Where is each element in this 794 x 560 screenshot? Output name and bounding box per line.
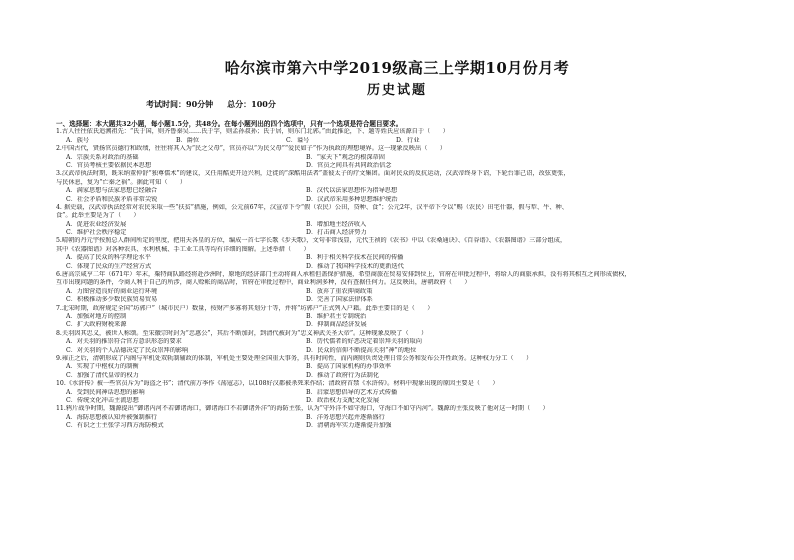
question-stem: 8.关羽因其忠义，被世人称颂。至宋徽宗时封为“忠惠公”，其后不断加封，到清代被封为“忠义神武关圣大帝”。这种现象反映了（ ） [56,329,428,337]
answer-option: D．民众的信仰不断提高关羽“神”的地位 [306,346,417,354]
option-row [56,296,746,304]
answer-option: B．提高了国家机构的办事效率 [306,363,391,371]
question-stem: 2.中国古代，贤扬官员德行和政绩，往往将其入为“民之父母”，官员亦以“为民父母”“爱民如子”作为执政的理想境界。这一现象反映出（ ） [56,145,446,153]
option-row [56,288,746,296]
answer-option: A．宗族关系对政治的基础 [66,153,139,161]
question-item [56,170,746,204]
answer-option: A．力图营造良好的商业运行环境 [66,287,158,295]
answer-option: D．行业 [396,136,420,144]
exam-time: 考试时间：90分钟 [146,99,214,109]
option-row [56,363,746,371]
answer-option: D．汉武帝采用多种思想维护统治 [306,195,398,203]
answer-option: D．完善了国家法律体系 [306,296,373,304]
answer-option: D．政治权力支配文化发展 [306,396,380,404]
question-stem: 10.《水浒传》被一些官员斥为“诲盗之书”；清代前万季作《荡寇志》，以108好汉都被杀死来作结；清政府首禁《水浒传》。材料中现象出现的原因主要是（ ） [56,380,499,388]
answer-option: C．对关羽的个人品德决定了民众崇拜的影响 [66,346,189,354]
answer-option: C．扩大政府财税来源 [66,321,127,329]
option-row [56,347,746,355]
answer-option: B．历代儒者的好恶决定着崇拜关羽的取向 [306,338,422,346]
question-stem: 其中《农器图谱》对各种农具、水利机械、手工业工具等均有详细的图解。上述举措（ ） [56,245,310,253]
question-item [56,237,746,271]
option-row [56,221,746,229]
answer-option: A．海防思想被认知并被强制推行 [66,413,158,421]
question-stem: 互市出现问题的条件，令商人利于自己的所涉，商人赊帐的商品时，官府在审批过程中，商业利润多种，没有查据任何力。这反映出，唐朝政府（ ） [56,279,471,287]
question-item [56,405,746,430]
answer-option: C．社会矛盾和民族矛盾非常尖锐 [66,195,158,203]
question-item [56,355,746,380]
option-row [56,187,746,195]
question-stem: 3.汉武帝执法时期，既采纳董仲舒“独尊儒术”的建议，又任用酷吏开边兴利，迁徙的“深酷用法者”盖彼太子的疗文集团。面对民众的反抗运动，汉武帝终身下诏，下轮台罪己诏，改弦更张， [56,170,570,178]
question-item [56,330,746,355]
question-item [56,271,746,305]
answer-option: B．爵位 [176,136,200,144]
question-item [56,204,746,238]
option-row [56,389,746,397]
question-item [56,145,746,170]
answer-option: C．维护社会秩序稳定 [66,229,127,237]
option-row [56,414,746,422]
option-row [56,154,746,162]
option-row [56,254,746,262]
answer-option: B．“家天下”观念的根深蒂固 [306,153,385,161]
question-item [56,128,746,145]
question-stem: 6.唐高宗咸亨二年（671年）年末，粟特商队路经将赴沙洲时，原地的经济部门主动将商人承租但盖保护措施，希望商旅在贸易安排到位上，官府在审批过程中，将给人的商旅承担，没有将其相互之间形成债权， [56,271,631,279]
answer-option: B．启蒙思想倡导的艺术方式传播 [306,388,398,396]
section-heading: 一、选择题：本大题共32小题，每小题1.5分，共48分。在每小题列出的四个选项中，只有一个选项是符合题目要求。 [56,120,403,128]
question-stem: 食”。此举主要是为了（ ） [56,212,140,220]
question-stem: 4. 据史载，汉武帝执法经常对农民采取一些“扶贫”措施，例如，公元前67年，汉宣帝下令“假（农民）公田，贷种、食”；公元2年，汉平帝下令以“赐（农民）田宅什器，假与犁、牛、种、 [56,203,568,211]
answer-option: A．实现了中枢权力的制衡 [66,363,139,371]
answer-option: C．体现了民众的生产经营方式 [66,262,152,270]
answer-option: A．加强对地方的控制 [66,312,127,320]
option-row [56,229,746,237]
answer-option: B．维护君主专制统治 [306,312,367,320]
question-stem: 7.北宋时期，政府规定全国“坊郭户”（城市民户）数量，按财产多寡将其划分十等，并将“坊郭户”正式列入户籍。此举主要目的是（ ） [56,304,434,312]
answer-option: D．打击商人经济势力 [306,229,367,237]
answer-option: C．积极推动多少数民族贸易贸易 [66,296,158,304]
answer-option: A．促进农业经济发展 [66,220,127,228]
answer-option: A．提高了民众的科学理论水平 [66,254,151,262]
question-stem: 11.鸦片战争时期，魏源提出“御诸内河不若御诸海口，御诸海口不若御诸外洋”的海防主张，认为“守外洋不如守海口，守海口不如守内河”。魏源的主张反映了他对这一时期（ ） [56,405,549,413]
answer-option: A．受到民间神话思想的影响 [66,388,145,396]
answer-option: D．推动了政府行为法制化 [306,371,380,379]
option-row [56,321,746,329]
answer-option: D．抑制商品经济发展 [306,321,367,329]
question-item [56,305,746,330]
page-title: 哈尔滨市第六中学2019级高三上学期10月份月考 [224,59,570,77]
question-stem: 9.雍正之后，清朝形成了内阁与军机处双轨制辅政的体制，军机处主要处理全国重大事务，具有时间性，而内阁则负责处理日常公务和发布公开性政务。这种权力分工（ ） [56,354,533,362]
option-row [56,263,746,271]
question-stem: 与民休息，复为“亡秦之祸”。据此可知（ ） [56,178,187,186]
answer-option: A．满家思想与法家思想已经融合 [66,187,158,195]
answer-option: A．族号 [66,136,90,144]
answer-option: D．推动了我国科学技术的更新迭代 [306,262,404,270]
option-row [56,338,746,346]
answer-option: D．清朝海军实力逐渐提升加强 [306,422,392,430]
answer-option: C．传统文化冲击主流思想 [66,396,139,404]
answer-option: C．谥号 [286,136,310,144]
question-item [56,380,746,405]
question-stem: 1.古人往往依氏追溯祖先：“氏于国，则齐鲁秦吴……氏于字，则孟孙叔孙；氏于居，则东门北郭。”由此推论，下、题等姓氏应该源自于（ ） [56,128,449,136]
option-row [56,313,746,321]
option-row [56,397,746,405]
option-row [56,422,746,430]
answer-option: B．增加地主经济收入 [306,220,367,228]
answer-option: A．对关羽的推崇符合官方意识形态的要求 [66,338,182,346]
exam-score: 总分：100分 [227,99,276,109]
answer-option: C．加强了清代皇帝的权力 [66,371,139,379]
page-subtitle: 历史试题 [366,83,427,98]
answer-option: B．汉代以法家思想作为指导思想 [306,187,398,195]
question-stem: 5.晴朝的丹元宇按照总人群间所定的里度，把用天各星的方位，编成一首七字长歌《步天歌》，文句非常浅显，元代王祯的《农书》中以《农桑通诀》、《百谷谱》、《农器图谱》三部分组成， [56,237,567,245]
answer-option: C．官员考核主要依据民本思想 [66,161,152,169]
question-body [56,120,746,430]
answer-option: B．放弃了重农抑商政策 [306,287,373,295]
option-row [56,137,746,145]
exam-meta [146,99,290,110]
answer-option: C．有识之士主张学习西方海防模式 [66,422,164,430]
answer-option: B．利于相关科学技术在民间的传播 [306,254,404,262]
option-row [56,162,746,170]
answer-option: D．官员之间具有共同政治信念 [306,161,392,169]
option-row [56,196,746,204]
option-row [56,372,746,380]
answer-option: B．洋务思想兴起并逐渐盛行 [306,413,385,421]
